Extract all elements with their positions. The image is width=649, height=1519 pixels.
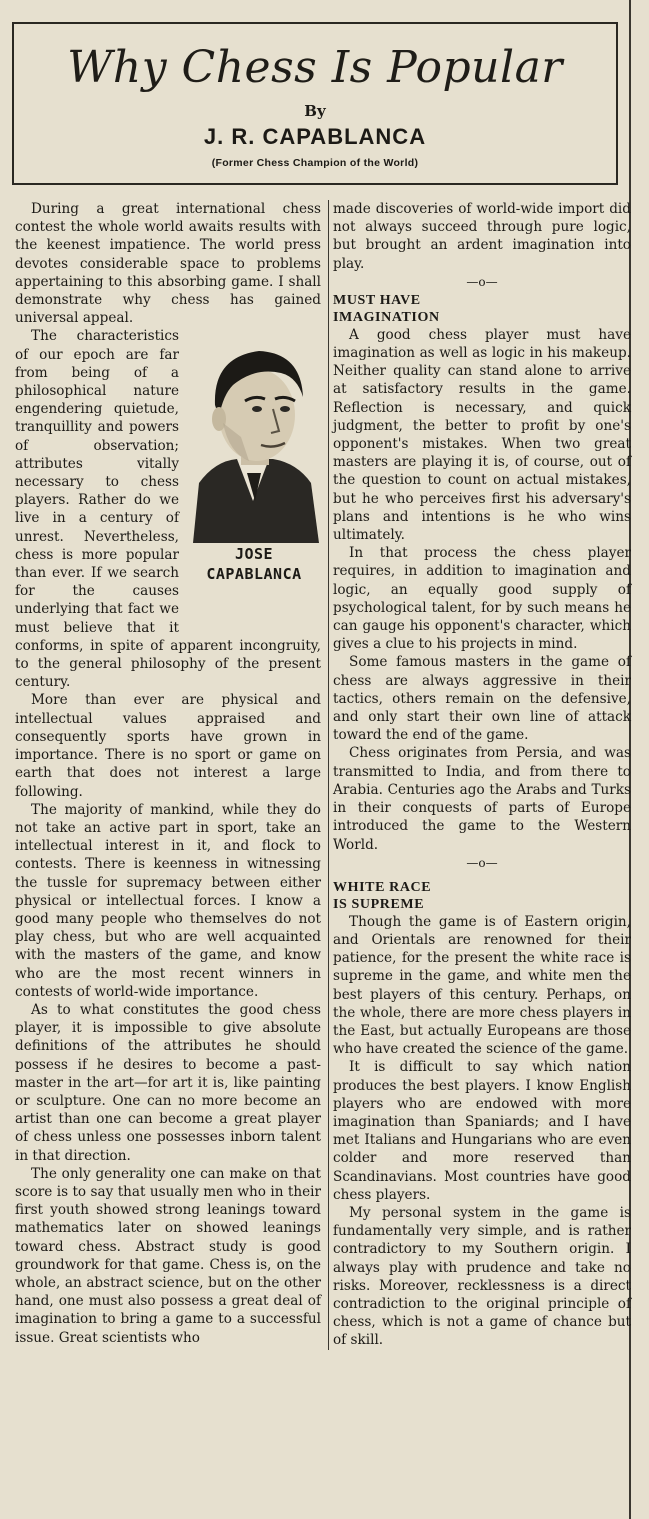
right-paragraph: A good chess player must have imagination as well as logic in his makeup. Neither quality can stand alone to arrive at satisfactory results in the game. Reflection is necessary, and quick judgment, the better to profit by one's opponent's mistakes. When two great masters are playing it is, of course, out of the question to count on actual mistakes, but he who perceives first his adversary's plans and intentions is he who wins ultimately. <box>333 326 631 544</box>
left-paragraph: During a great international chess contest the whole world awaits results with the keenest impatience. The world press devotes considerable space to problems appertaining to this absorbing game. I shall demonstrate why chess has gained universal appeal. <box>15 201 321 327</box>
subheading-line: WHITE RACE <box>333 879 432 895</box>
author-portrait <box>185 333 323 628</box>
article-title: Why Chess Is Popular <box>67 42 563 93</box>
right-paragraph: made discoveries of world-wide import did not always succeed through pure logic, but brought an ardent imagination into play. <box>333 201 631 272</box>
left-paragraph: The majority of mankind, while they do not take an active part in sport, take an intellectual interest in it, and flock to contests. There is keenness in witnessing the tussle for supremacy between either physical or intellectual forces. I know a good many people who themselves do not play chess, but who are well acquainted with the masters of the game, and know who are the most recent winners in contests of world-wide importance. <box>15 801 321 1000</box>
section-separator: —o— <box>466 274 498 289</box>
subheading-white-race <box>333 879 631 913</box>
portrait-image <box>185 333 323 543</box>
right-paragraph: Chess originates from Persia, and was transmitted to India, and from there to Arabia. Centuries ago the Arabs and Turks in their conquests of parts of Europe introduced the game to the Western World. <box>333 745 631 853</box>
left-paragraph: The only generality one can make on that score is to say that usually men who in their first youth showed strong leanings toward mathematics later on showed leanings toward chess. Abstract study is good groundwork for that game. Chess is, on the whole, an abstract science, but on the other hand, one must also possess a great deal of imagination to bring a game to a successful issue. Great scientists who <box>15 1165 321 1346</box>
portrait-caption <box>185 544 323 584</box>
section-separator: —o— <box>466 855 498 870</box>
author-name: J. R. CAPABLANCA <box>203 124 427 149</box>
author-subtitle: (Former Chess Champion of the World) <box>211 157 419 169</box>
caption-last-name: CAPABLANCA <box>206 565 302 584</box>
right-paragraph: It is difficult to say which nation produces the best players. I know English players who are endowed with more imagination than Spaniards; and I have met Italians and Hungarians who are even colder and more reserved than Scandinavians. Most countries have good chess players. <box>333 1059 631 1203</box>
left-paragraph: More than ever are physical and intellectual values appraised and consequently sports have grown in importance. There is no sport or game on earth that does not interest a large following. <box>15 692 321 800</box>
right-paragraph: Some famous masters in the game of chess are always aggressive in their tactics, others remain on the defensive, and only start their own line of attack toward the end of the game. <box>333 654 631 744</box>
left-paragraph: As to what constitutes the good chess player, it is impossible to give absolute definitions of the attributes he should possess if he desires to become a past-master in the art—for art it is, like painting or sculpture. One can no more become an artist than one can become a great player of chess unless one possesses inborn talent in that direction. <box>15 1001 321 1164</box>
subheading-line: MUST HAVE <box>333 292 421 308</box>
caption-first-name: JOSE <box>234 545 274 564</box>
right-paragraph: In that process the chess player requires, in addition to imagination and logic, an equally good supply of psychological talent, for by such means he can gauge his opponent's character, which gives a clue to his projects in mind. <box>333 545 631 653</box>
headline-box <box>12 22 618 185</box>
subheading-line: IS SUPREME <box>333 896 425 912</box>
subheading-imagination <box>333 292 631 326</box>
byline-by: By <box>304 102 326 120</box>
left-column <box>15 200 321 1347</box>
right-paragraph: My personal system in the game is fundamentally very simple, and is rather contradictory to my Southern origin. I always play with prudence and take no risks. Moreover, recklessness is a direct contradiction to the original principle of chess, which is not a game of chance but of skill. <box>333 1204 631 1349</box>
subheading-line: IMAGINATION <box>333 309 440 325</box>
right-paragraph: Though the game is of Eastern origin, and Orientals are renowned for their patience, for the present the white race is supreme in the game, and white men the best players of this century. Perhaps, on the whole, there are more chess players in the East, but actually Europeans are those who have created the science of the game. <box>333 913 631 1058</box>
left-paragraph: The characteristics of our epoch are far from being of a philosophical nature engendering quietude, tranquillity and powers of observation; attributes vitally necessary to chess players. Rather do we live in a century of unrest. Nevertheless, chess is more popular than ever. If we search for the causes underlying that fact we must believe that it conforms, in spite of apparent incongruity, to the general philosophy of the present century. <box>15 328 321 691</box>
right-column <box>328 200 631 1350</box>
